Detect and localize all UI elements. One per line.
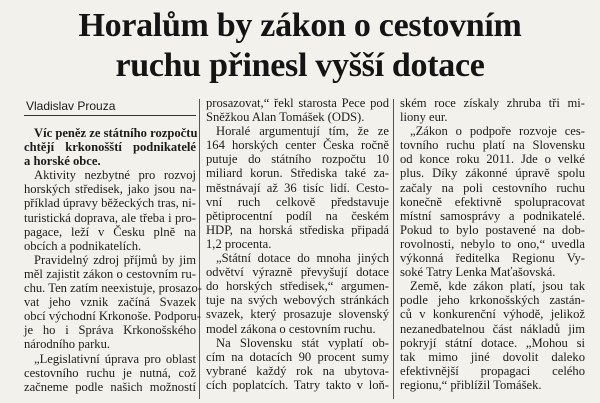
text-line: pětiprocentní podíl na českém: [206, 208, 389, 223]
text-line: „Státní dotace do mnoha jiných: [216, 251, 389, 266]
column-divider: [393, 99, 394, 399]
text-line: ců v konkurenční výhodě, jelikož: [400, 307, 585, 322]
text-line: od konce roku 2011. Jde o velké: [400, 152, 585, 167]
article-column-3: [400, 96, 585, 392]
text-line: začneme podle našich možností: [24, 379, 196, 394]
text-line: vat jeho vznik začíná Svazek: [24, 295, 196, 310]
text-line: místní samosprávy a podnikatelé.: [400, 208, 585, 223]
text-line: je ho i Správa Krkonošského: [24, 323, 196, 338]
text-line: Na Slovensku stát vyplatí ob-: [216, 335, 389, 350]
text-line: Horalé argumentují tím, že ze: [216, 124, 389, 139]
column-1-text: [24, 126, 202, 394]
text-line: ském roce získaly zhruba tři mi-: [400, 96, 585, 110]
text-line: cestovního ruchu je nutná, což: [24, 365, 196, 380]
text-line: tak mimo jiné dovolit daleko: [400, 349, 585, 364]
text-line: „Zákon o podpoře rozvoje ces-: [410, 124, 585, 139]
text-line: tovního ruchu platí na Slovensku: [400, 138, 585, 153]
text-line: svazek, který prosazuje slovenský: [206, 307, 389, 322]
text-line: Pokud to bylo postavené na dob-: [400, 222, 585, 237]
text-line: efektivnější propagaci celého: [400, 363, 585, 378]
text-line: obcích a podnikatelích.: [24, 238, 142, 253]
text-line: soké Tatry Lenka Maťašovská.: [400, 265, 556, 280]
text-line: do horských středisek,“ argumen-: [206, 279, 389, 294]
text-line: tuje na svých webových stránkách: [206, 293, 389, 308]
column-2-text: [206, 96, 389, 392]
text-line: chu. Ten zatím neexistuje, prosazo-: [24, 281, 202, 296]
text-line: konečně efektivně spolupracovat: [400, 194, 585, 209]
text-line: národního parku.: [24, 337, 111, 352]
text-line: měl zajistit zákon o cestovním ru-: [24, 266, 196, 281]
text-line: 164 horských center Česka ročně: [206, 138, 389, 153]
text-line: pagace, leží v Česku plně na: [24, 224, 196, 239]
article-headline: [0, 6, 600, 86]
article-column-1: [24, 99, 202, 394]
text-line: model zákona o cestovním ruchu.: [206, 321, 376, 336]
column-3-text: [400, 96, 585, 392]
text-line: příklad úpravy běžeckých tras, ni-: [24, 196, 196, 211]
text-line: miliard korun. Střediska také za-: [206, 166, 389, 181]
text-line: rovolnosti, nebylo to ono,“ uvedla: [400, 236, 585, 251]
text-line: vybrané každý rok na ubytova-: [206, 363, 389, 378]
text-line: Aktivity nezbytné pro rozvoj: [34, 168, 196, 183]
text-line: putuje do státního rozpočtu 10: [206, 152, 389, 167]
text-line: městnávají až 36 tisíc lidí. Cesto-: [206, 180, 389, 195]
text-line: plus. Díky zákonné úpravě spolu: [400, 166, 585, 181]
text-line: odvětví výrazně převyšují dotace: [206, 265, 389, 280]
text-line: prosazovat,“ řekl starosta Pece pod: [206, 96, 389, 110]
text-line: začaly na poli cestovního ruchu: [400, 180, 585, 195]
text-line: nezanedbatelnou část nákladů jim: [400, 321, 585, 336]
text-line: cím na dotacích 90 procent sumy: [206, 349, 389, 364]
article-column-2: [206, 96, 389, 392]
text-line: chtějí krkonošští podnikatelé: [24, 140, 196, 155]
text-line: regionu,“ přiblížil Tomášek.: [400, 377, 542, 392]
headline-line-2: ruchu přinesl vyšší dotace: [115, 47, 485, 84]
text-line: turistická doprava, ale třeba i pro-: [24, 210, 196, 225]
text-line: „Legislativní úprava pro oblast: [34, 351, 196, 366]
text-line: 1,2 procenta.: [206, 236, 272, 251]
text-line: podle jeho krkonošských zastán-: [400, 293, 585, 308]
author-byline: Vladislav Prouza: [24, 99, 196, 116]
text-line: Víc peněz ze státního rozpočtu: [34, 126, 198, 140]
text-line: pokryjí státní dotace. „Mohou si: [400, 335, 585, 350]
text-line: výkonná ředitelka Regionu Vy-: [400, 251, 585, 266]
text-line: HDP, na horská střediska připadá: [206, 222, 389, 237]
headline-line-1: Horalům by zákon o cestovním: [78, 7, 522, 44]
text-line: Země, kde zákon platí, jsou tak: [410, 279, 585, 294]
text-line: liony eur.: [400, 110, 448, 125]
text-line: obcí východní Krkonoše. Podporu-: [24, 309, 201, 324]
text-line: vní ruch celkově představuje: [206, 194, 389, 209]
text-line: a horské obce.: [24, 154, 101, 169]
text-line: cích poplatcích. Tatry takto v loň-: [206, 377, 389, 392]
text-line: horských středisek, jako jsou na-: [24, 182, 196, 197]
text-line: Sněžkou Alan Tomášek (ODS).: [206, 110, 365, 125]
text-line: Pravidelný zdroj příjmů by jim: [34, 252, 196, 267]
column-divider: [199, 99, 200, 399]
